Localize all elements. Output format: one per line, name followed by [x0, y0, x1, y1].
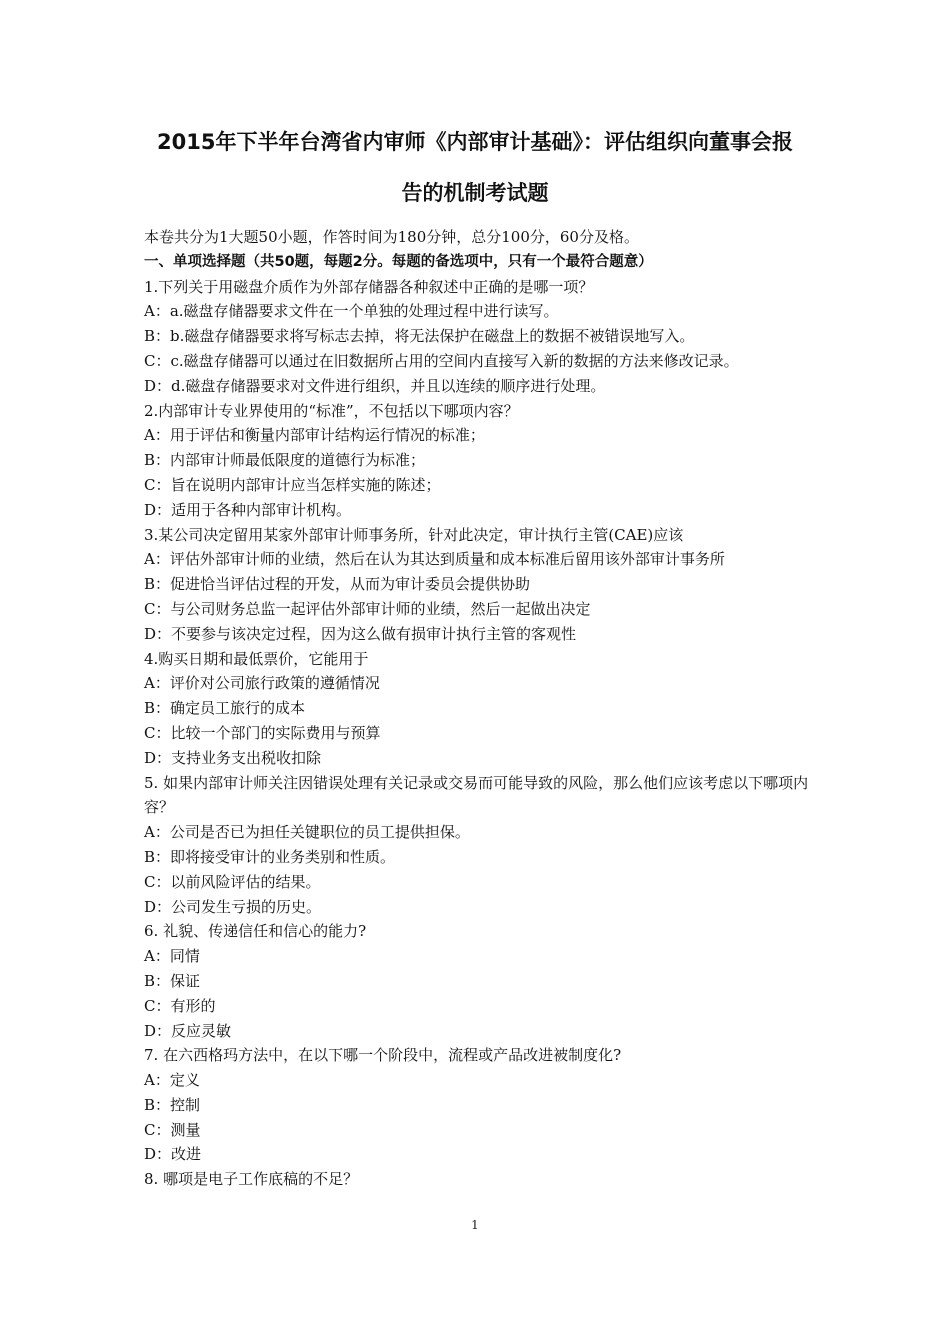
question-1-option-b: B：b.磁盘存储器要求将写标志去掉，将无法保护在磁盘上的数据不被错误地写入。 — [144, 327, 695, 346]
question-7-option-d: D：改进 — [144, 1145, 202, 1164]
question-4-option-c: C：比较一个部门的实际费用与预算 — [144, 723, 381, 742]
document-title-line-1: 2015年下半年台湾省内审师《内部审计基础》：评估组织向董事会报 — [157, 130, 793, 154]
question-5-option-d: D：公司发生亏损的历史。 — [144, 897, 322, 916]
question-4-option-a: A：评价对公司旅行政策的遵循情况 — [144, 674, 380, 693]
question-7-option-a: A：定义 — [144, 1071, 200, 1090]
question-4-option-d: D：支持业务支出税收扣除 — [144, 748, 322, 767]
question-6-option-a: A：同情 — [144, 947, 200, 966]
question-2-option-c: C：旨在说明内部审计应当怎样实施的陈述； — [144, 475, 441, 494]
question-3: 3.某公司决定留用某家外部审计师事务所，针对此决定，审计执行主管(CAE)应该 — [144, 525, 684, 544]
question-3-option-d: D：不要参与该决定过程，因为这么做有损审计执行主管的客观性 — [144, 624, 577, 643]
document-title-line-2: 告的机制考试题 — [401, 181, 549, 205]
question-4: 4.购买日期和最低票价，它能用于 — [144, 649, 369, 668]
question-7-option-c: C：测量 — [144, 1120, 201, 1139]
question-1-option-c: C：c.磁盘存储器可以通过在旧数据所占用的空间内直接写入新的数据的方法来修改记录。 — [144, 351, 739, 370]
exam-intro: 本卷共分为1大题50小题，作答时间为180分钟，总分100分，60分及格。 — [144, 228, 639, 246]
question-4-option-b: B：确定员工旅行的成本 — [144, 699, 306, 718]
document-body — [144, 225, 809, 1192]
question-6-option-c: C：有形的 — [144, 996, 216, 1015]
question-6-option-b: B：保证 — [144, 971, 201, 990]
question-6: 6. 礼貌、传递信任和信心的能力? — [144, 922, 367, 941]
question-6-option-d: D：反应灵敏 — [144, 1021, 232, 1040]
question-7-option-b: B：控制 — [144, 1095, 201, 1114]
section-heading: 一、单项选择题（共50题，每题2分。每题的备选项中，只有一个最符合题意） — [144, 253, 653, 270]
question-2-option-a: A：用于评估和衡量内部审计结构运行情况的标准； — [144, 426, 485, 445]
question-3-option-c: C：与公司财务总监一起评估外部审计师的业绩，然后一起做出决定 — [144, 599, 591, 618]
question-5: 5. 如果内部审计师关注因错误处理有关记录或交易而可能导致的风险，那么他们应该考虑以下哪项内容？ — [144, 773, 809, 817]
question-8: 8. 哪项是电子工作底稿的不足？ — [144, 1170, 359, 1189]
question-7: 7. 在六西格玛方法中，在以下哪一个阶段中，流程或产品改进被制度化? — [144, 1046, 622, 1065]
question-1-option-a: A：a.磁盘存储器要求文件在一个单独的处理过程中进行读写。 — [144, 302, 559, 321]
question-2-option-d: D：适用于各种内部审计机构。 — [144, 500, 352, 519]
question-2-option-b: B：内部审计师最低限度的道德行为标准； — [144, 451, 426, 470]
question-1-option-d: D：d.磁盘存储器要求对文件进行组织，并且以连续的顺序进行处理。 — [144, 376, 606, 395]
question-2: 2.内部审计专业界使用的“标准”，不包括以下哪项内容？ — [144, 401, 519, 420]
question-3-option-b: B：促进恰当评估过程的开发，从而为审计委员会提供协助 — [144, 575, 531, 594]
question-5-option-c: C：以前风险评估的结果。 — [144, 872, 321, 891]
question-5-option-b: B：即将接受审计的业务类别和性质。 — [144, 847, 396, 866]
page-number: 1 — [471, 1218, 479, 1232]
question-5-option-a: A：公司是否已为担任关键职位的员工提供担保。 — [144, 823, 470, 842]
question-3-option-a: A：评估外部审计师的业绩，然后在认为其达到质量和成本标准后留用该外部审计事务所 — [144, 550, 725, 569]
question-1: 1.下列关于用磁盘介质作为外部存储器各种叙述中正确的是哪一项？ — [144, 277, 594, 296]
